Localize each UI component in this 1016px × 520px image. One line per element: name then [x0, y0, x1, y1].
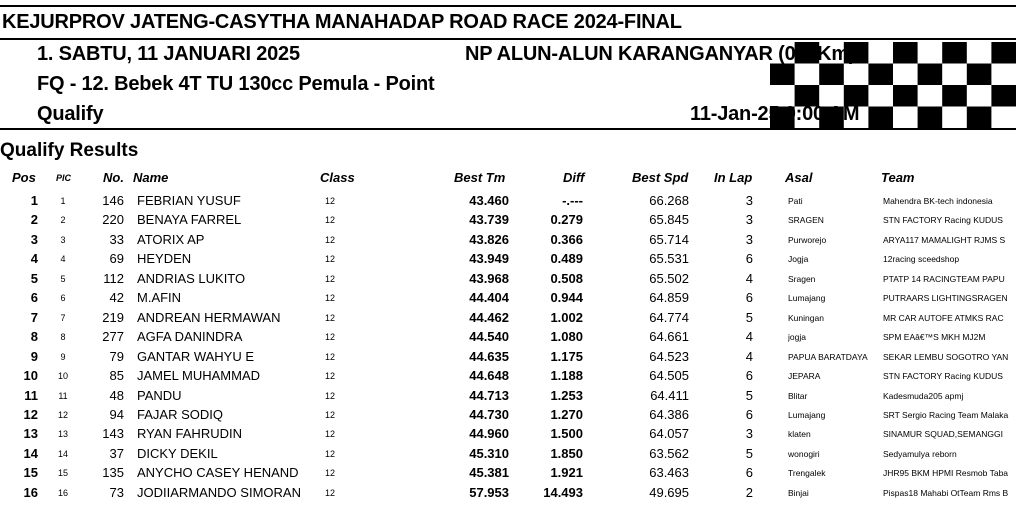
diff-cell: 1.253 [550, 387, 583, 403]
class-cell: 12 [325, 390, 336, 401]
header-bottom-rule [0, 128, 1016, 130]
diff-cell: 1.270 [550, 406, 583, 422]
team-cell: STN FACTORY Racing KUDUS [883, 215, 1003, 226]
col-asal: Asal [785, 170, 813, 185]
position-cell: 9 [30, 348, 38, 364]
rider-name-cell: ATORIX AP [137, 231, 205, 247]
class-cell: 12 [325, 409, 336, 420]
flag-square [942, 42, 967, 64]
flag-square [819, 64, 844, 86]
team-cell: SRT Sergio Racing Team Malaka [883, 409, 1009, 420]
table-row [0, 230, 1016, 249]
diff-cell: 1.080 [550, 329, 583, 345]
origin-cell: PAPUA BARATDAYA [788, 351, 868, 362]
class-title: FQ - 12. Bebek 4T TU 130cc Pemula - Point [37, 73, 435, 95]
pic-cell: 2 [60, 215, 66, 226]
best-speed-cell: 64.057 [649, 426, 689, 442]
team-cell: Sedyamulya reborn [883, 448, 957, 459]
position-cell: 15 [23, 465, 38, 481]
session-name: Qualify [37, 103, 104, 125]
flag-square [918, 64, 943, 86]
best-time-cell: 44.635 [469, 348, 509, 364]
origin-cell: Lumajang [788, 293, 826, 304]
diff-cell: 0.489 [550, 251, 583, 267]
bike-number-cell: 143 [102, 426, 124, 442]
in-lap-cell: 6 [745, 465, 753, 481]
rider-name-cell: BENAYA FARREL [137, 212, 242, 228]
diff-cell: 1.921 [550, 465, 583, 481]
best-time-cell: 57.953 [469, 484, 509, 500]
diff-cell: 0.279 [550, 212, 583, 228]
bike-number-cell: 85 [109, 368, 124, 384]
rider-name-cell: AGFA DANINDRA [137, 329, 243, 345]
flag-square [942, 85, 967, 107]
pic-cell: 3 [60, 234, 66, 245]
class-cell: 12 [325, 273, 336, 284]
team-cell: SINAMUR SQUAD,SEMANGGI [883, 429, 1003, 440]
table-row [0, 347, 1016, 366]
origin-cell: JEPARA [788, 371, 821, 382]
best-time-cell: 44.462 [469, 309, 509, 325]
col-in-lap: In Lap [714, 170, 753, 185]
origin-cell: SRAGEN [788, 215, 824, 226]
bike-number-cell: 94 [109, 406, 124, 422]
rider-name-cell: GANTAR WAHYU E [137, 348, 255, 364]
best-speed-cell: 64.774 [649, 309, 689, 325]
in-lap-cell: 5 [745, 309, 753, 325]
best-speed-cell: 49.695 [649, 484, 689, 500]
position-cell: 8 [30, 329, 38, 345]
bike-number-cell: 135 [102, 465, 124, 481]
position-cell: 5 [30, 270, 38, 286]
in-lap-cell: 6 [745, 251, 753, 267]
best-speed-cell: 63.463 [649, 465, 689, 481]
header-rule-2 [0, 38, 1016, 40]
best-time-cell: 44.713 [469, 387, 509, 403]
class-cell: 12 [325, 254, 336, 265]
class-cell: 12 [325, 487, 336, 498]
team-cell: SEKAR LEMBU SOGOTRO YAN [883, 351, 1009, 362]
in-lap-cell: 4 [745, 270, 753, 286]
rider-name-cell: ANDREAN HERMAWAN [137, 309, 281, 325]
best-speed-cell: 64.505 [649, 368, 689, 384]
best-time-cell: 44.404 [469, 290, 509, 306]
origin-cell: jogja [788, 332, 806, 343]
rider-name-cell: M.AFIN [137, 290, 182, 306]
best-time-cell: 43.826 [469, 231, 509, 247]
bike-number-cell: 42 [109, 290, 124, 306]
best-time-cell: 43.968 [469, 270, 509, 286]
position-cell: 14 [23, 445, 38, 461]
origin-cell: Lumajang [788, 409, 826, 420]
col-pic: PIC [56, 173, 72, 183]
in-lap-cell: 3 [745, 231, 753, 247]
pic-cell: 15 [57, 468, 68, 479]
best-time-cell: 45.381 [469, 465, 509, 481]
col-best-spd: Best Spd [632, 170, 689, 185]
col-no: No. [103, 170, 124, 185]
position-cell: 4 [30, 251, 38, 267]
bike-number-cell: 73 [109, 484, 124, 500]
best-speed-cell: 63.562 [649, 445, 689, 461]
position-cell: 6 [30, 290, 38, 306]
flag-square [991, 42, 1016, 64]
table-row [0, 249, 1016, 268]
best-time-cell: 43.739 [469, 212, 509, 228]
flag-square [868, 107, 893, 129]
in-lap-cell: 5 [745, 387, 753, 403]
team-cell: JHR95 BKM HPMI Resmob Taba [883, 468, 1009, 479]
pic-cell: 6 [60, 293, 66, 304]
col-diff: Diff [563, 170, 585, 185]
best-speed-cell: 65.531 [649, 251, 689, 267]
rider-name-cell: HEYDEN [137, 251, 192, 267]
origin-cell: Sragen [788, 273, 816, 284]
best-speed-cell: 64.386 [649, 406, 689, 422]
table-row [0, 424, 1016, 443]
table-row [0, 308, 1016, 327]
class-cell: 12 [325, 371, 336, 382]
team-cell: MR CAR AUTOFE ATMKS RAC [883, 312, 1004, 323]
diff-cell: 1.500 [550, 426, 583, 442]
best-speed-cell: 64.859 [649, 290, 689, 306]
in-lap-cell: 3 [745, 426, 753, 442]
best-time-cell: 44.648 [469, 368, 509, 384]
pic-cell: 9 [60, 351, 66, 362]
rider-name-cell: FAJAR SODIQ [137, 406, 223, 422]
pic-cell: 13 [57, 429, 68, 440]
team-cell: Mahendra BK-tech indonesia [883, 196, 993, 206]
table-row [0, 327, 1016, 346]
bike-number-cell: 48 [109, 387, 124, 403]
rider-name-cell: RYAN FAHRUDIN [137, 426, 242, 442]
in-lap-cell: 6 [745, 406, 753, 422]
bike-number-cell: 277 [102, 329, 124, 345]
rider-name-cell: PANDU [137, 387, 182, 403]
table-row [0, 405, 1016, 424]
best-time-cell: 44.540 [469, 329, 509, 345]
best-speed-cell: 65.502 [649, 270, 689, 286]
diff-cell: 0.366 [550, 231, 583, 247]
pic-cell: 8 [60, 332, 66, 343]
pic-cell: 4 [60, 254, 66, 265]
class-cell: 12 [325, 332, 336, 343]
flag-square [868, 64, 893, 86]
flag-square [967, 107, 992, 129]
in-lap-cell: 3 [745, 212, 753, 228]
diff-cell: 14.493 [543, 484, 583, 500]
best-speed-cell: 64.523 [649, 348, 689, 364]
rider-name-cell: JODIIARMANDO SIMORAN [137, 484, 301, 500]
origin-cell: Binjai [788, 487, 809, 498]
pic-cell: 1 [60, 196, 66, 206]
class-cell: 12 [325, 429, 336, 440]
rider-name-cell: DICKY DEKIL [137, 445, 218, 461]
team-cell: PUTRAARS LIGHTINGSRAGEN [883, 293, 1008, 304]
col-class: Class [320, 170, 355, 185]
class-cell: 12 [325, 351, 336, 362]
header-top-rule [0, 5, 1016, 7]
origin-cell: Pati [788, 196, 803, 206]
race-date: 1. SABTU, 11 JANUARI 2025 [37, 43, 300, 65]
flag-square [770, 64, 795, 86]
col-name: Name [133, 170, 169, 185]
class-cell: 12 [325, 448, 336, 459]
diff-cell: 1.175 [550, 348, 583, 364]
diff-cell: 1.188 [550, 368, 583, 384]
class-cell: 12 [325, 293, 336, 304]
section-title: Qualify Results [0, 140, 139, 161]
table-row [0, 366, 1016, 385]
bike-number-cell: 69 [109, 251, 124, 267]
rider-name-cell: ANDRIAS LUKITO [137, 270, 246, 286]
pic-cell: 5 [60, 273, 66, 284]
best-speed-cell: 65.845 [649, 212, 689, 228]
origin-cell: Trengalek [788, 468, 826, 479]
diff-cell: 1.002 [550, 309, 583, 325]
bike-number-cell: 112 [103, 270, 124, 286]
bike-number-cell: 33 [109, 231, 124, 247]
class-cell: 12 [325, 215, 336, 226]
in-lap-cell: 4 [745, 329, 753, 345]
table-row [0, 191, 1016, 210]
best-speed-cell: 66.268 [649, 193, 689, 208]
best-time-cell: 43.460 [469, 193, 509, 208]
in-lap-cell: 3 [745, 193, 753, 208]
origin-cell: Purworejo [788, 234, 827, 245]
pic-cell: 7 [60, 312, 66, 323]
class-cell: 12 [325, 196, 336, 206]
best-speed-cell: 64.661 [649, 329, 689, 345]
col-best-tm: Best Tm [454, 170, 506, 185]
position-cell: 7 [30, 309, 38, 325]
flag-square [893, 85, 918, 107]
best-speed-cell: 64.411 [650, 387, 689, 403]
team-cell: SPM EAâ€™S MKH MJ2M [883, 332, 986, 343]
bike-number-cell: 219 [102, 309, 124, 325]
pic-cell: 12 [57, 409, 68, 420]
rider-name-cell: ANYCHO CASEY HENAND [137, 465, 299, 481]
bike-number-cell: 146 [102, 193, 124, 208]
venue: NP ALUN-ALUN KARANGANYAR (0.8 Km) [465, 43, 856, 65]
pic-cell: 10 [57, 371, 68, 382]
in-lap-cell: 6 [745, 368, 753, 384]
table-row [0, 444, 1016, 463]
diff-cell: 0.944 [550, 290, 583, 306]
event-title: KEJURPROV JATENG-CASYTHA MANAHADAP ROAD RACE 2024-FINAL [2, 11, 682, 33]
best-speed-cell: 65.714 [649, 231, 689, 247]
in-lap-cell: 4 [745, 348, 753, 364]
table-row [0, 463, 1016, 482]
flag-square [893, 42, 918, 64]
team-cell: 12racing sceedshop [883, 254, 960, 265]
position-cell: 12 [23, 406, 38, 422]
position-cell: 16 [23, 484, 38, 500]
rider-name-cell: FEBRIAN YUSUF [137, 193, 241, 208]
position-cell: 3 [30, 231, 38, 247]
team-cell: PTATP 14 RACINGTEAM PAPU [883, 273, 1005, 284]
best-time-cell: 44.730 [469, 406, 509, 422]
table-row [0, 386, 1016, 405]
table-row [0, 210, 1016, 229]
pic-cell: 14 [57, 448, 68, 459]
rider-name-cell: JAMEL MUHAMMAD [137, 368, 261, 384]
bike-number-cell: 220 [102, 212, 124, 228]
flag-square [967, 64, 992, 86]
col-team: Team [881, 170, 915, 185]
in-lap-cell: 5 [745, 445, 753, 461]
table-row [0, 483, 1016, 502]
diff-cell: 1.850 [550, 445, 583, 461]
origin-cell: wonogiri [788, 448, 820, 459]
table-row [0, 269, 1016, 288]
col-pos: Pos [12, 170, 36, 185]
pic-cell: 11 [58, 390, 68, 401]
diff-cell: 0.508 [550, 270, 583, 286]
bike-number-cell: 37 [109, 445, 124, 461]
diff-cell: -.--- [562, 193, 583, 208]
best-time-cell: 45.310 [469, 445, 509, 461]
in-lap-cell: 6 [745, 290, 753, 306]
origin-cell: klaten [788, 429, 811, 440]
session-datetime: 11-Jan-25 9:00 AM [690, 103, 860, 125]
bike-number-cell: 79 [109, 348, 124, 364]
flag-square [991, 85, 1016, 107]
position-cell: 13 [23, 426, 38, 442]
position-cell: 11 [24, 387, 38, 403]
in-lap-cell: 2 [745, 484, 753, 500]
table-row [0, 288, 1016, 307]
team-cell: STN FACTORY Racing KUDUS [883, 371, 1003, 382]
class-cell: 12 [325, 468, 336, 479]
flag-square [918, 107, 943, 129]
team-cell: ARYA117 MAMALIGHT RJMS S [883, 234, 1006, 245]
position-cell: 1 [30, 193, 38, 208]
class-cell: 12 [325, 312, 336, 323]
pic-cell: 16 [57, 487, 68, 498]
origin-cell: Blitar [788, 390, 808, 401]
origin-cell: Jogja [788, 254, 809, 265]
position-cell: 10 [23, 368, 38, 384]
team-cell: Pispas18 Mahabi OtTeam Rms B [883, 487, 1009, 498]
best-time-cell: 44.960 [469, 426, 509, 442]
best-time-cell: 43.949 [469, 251, 509, 267]
class-cell: 12 [325, 234, 336, 245]
position-cell: 2 [30, 212, 38, 228]
team-cell: Kadesmuda205 apmj [883, 390, 964, 401]
origin-cell: Kuningan [788, 312, 824, 323]
